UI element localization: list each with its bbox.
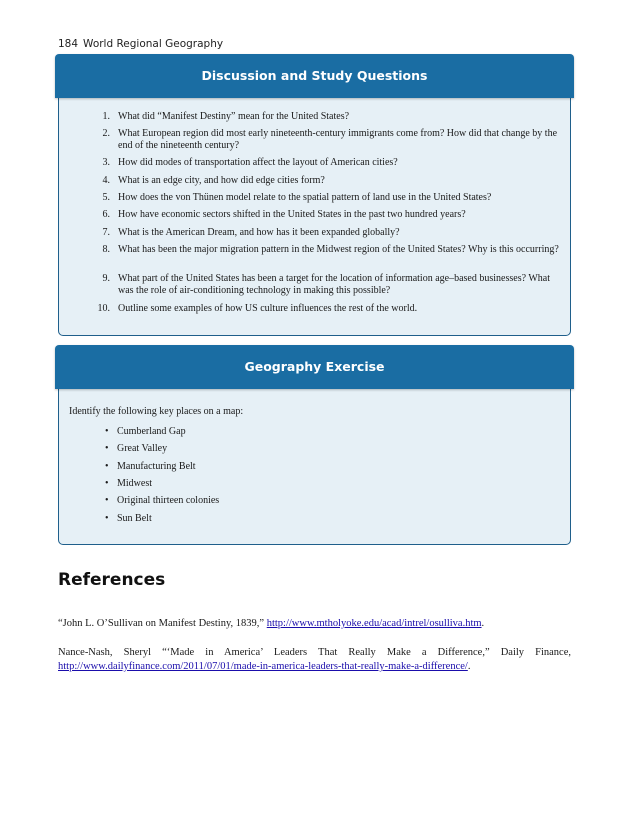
- bullet-icon: •: [105, 426, 109, 437]
- place-name: Cumberland Gap: [117, 426, 186, 437]
- discussion-title: Discussion and Study Questions: [55, 54, 574, 98]
- reference-link[interactable]: http://www.dailyfinance.com/2011/07/01/made-in-america-leaders-that-really-make-a-difference/: [58, 661, 468, 672]
- item-number: 10.: [97, 303, 110, 314]
- item-text: What European region did most early nineteenth-century immigrants come from? How did that change by the end of the nineteenth century?: [118, 128, 558, 151]
- book-title: World Regional Geography: [83, 38, 224, 50]
- item-number: 3.: [102, 157, 110, 168]
- reference-end: .: [481, 618, 485, 629]
- running-header: [58, 38, 223, 50]
- bullet-icon: •: [105, 461, 109, 472]
- item-text: How does the von Thünen model relate to the spatial pattern of land use in the United States?: [118, 192, 492, 203]
- item-text: What has been the major migration pattern in the Midwest region of the United States? Why is this occurring?: [118, 244, 559, 255]
- item-text: How did modes of transportation affect the layout of American cities?: [118, 157, 398, 168]
- item-text: How have economic sectors shifted in the United States in the past two hundred years?: [118, 209, 466, 220]
- bullet-icon: •: [105, 478, 109, 489]
- item-text: Outline some examples of how US culture influences the rest of the world.: [118, 303, 418, 314]
- item-number: 1.: [102, 111, 110, 122]
- item-text: What is an edge city, and how did edge cities form?: [118, 175, 325, 186]
- reference-item: [58, 617, 571, 631]
- item-number: 9.: [102, 273, 110, 284]
- reference-end: .: [467, 661, 471, 672]
- reference-item: [58, 646, 571, 674]
- place-name: Sun Belt: [117, 513, 152, 524]
- exercise-intro: Identify the following key places on a map:: [69, 406, 244, 417]
- exercise-title: Geography Exercise: [55, 345, 574, 389]
- bullet-icon: •: [105, 513, 109, 524]
- place-name: Midwest: [117, 478, 152, 489]
- item-number: 8.: [102, 244, 110, 255]
- bullet-icon: •: [105, 495, 109, 506]
- item-number: 5.: [102, 192, 110, 203]
- place-name: Manufacturing Belt: [117, 461, 196, 472]
- reference-text: “John L. O’Sullivan on Manifest Destiny, 1839,”: [58, 618, 267, 629]
- bullet-icon: •: [105, 443, 109, 454]
- item-number: 4.: [102, 175, 110, 186]
- exercise-box: [58, 348, 571, 545]
- place-name: Great Valley: [117, 443, 168, 454]
- item-text: What part of the United States has been a target for the location of information age–based businesses? What was the role of air-conditioning technology in making this possible?: [118, 273, 550, 296]
- discussion-box: [58, 57, 571, 336]
- references-heading: References: [58, 570, 166, 590]
- reference-link[interactable]: http://www.mtholyoke.edu/acad/intrel/osulliva.htm: [266, 618, 482, 629]
- item-number: 2.: [102, 128, 110, 139]
- place-name: Original thirteen colonies: [117, 495, 220, 506]
- item-number: 6.: [102, 209, 110, 220]
- page-number: 184: [58, 38, 79, 50]
- reference-text: Nance-Nash, Sheryl “‘Made in America’ Leaders That Really Make a Difference,” Daily Finance,: [58, 647, 571, 658]
- item-text: What did “Manifest Destiny” mean for the United States?: [118, 111, 350, 122]
- item-number: 7.: [102, 227, 110, 238]
- item-text: What is the American Dream, and how has it been expanded globally?: [118, 227, 400, 238]
